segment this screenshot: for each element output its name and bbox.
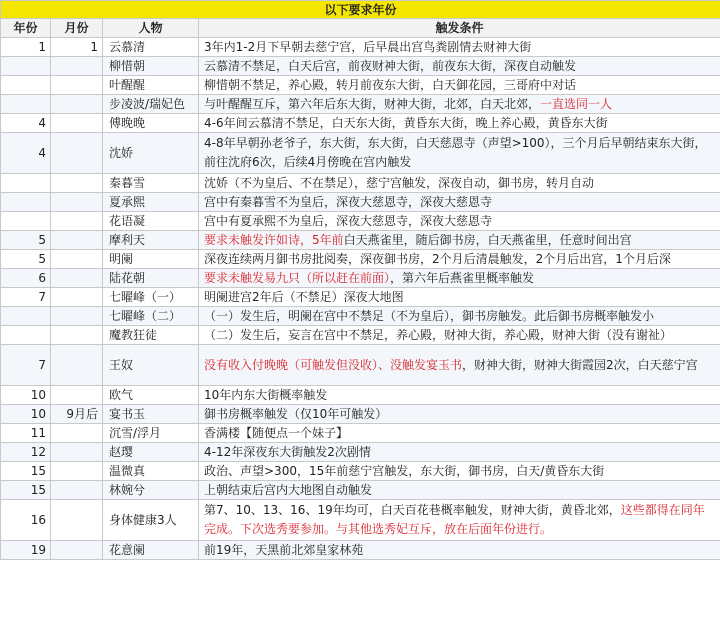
table-row — [1, 462, 720, 481]
row-condition — [199, 326, 720, 345]
row-year: 12 — [1, 443, 51, 462]
table-row — [1, 193, 720, 212]
row-year — [1, 57, 51, 76]
condition-text: 与叶醒醒互斥，第六年后东大街，财神大街，北郊，白天北郊， — [204, 97, 541, 111]
row-month — [51, 95, 103, 114]
condition-text: 第7、10、13、16、19年均可，白天百花巷概率触发，财神大街，黄昏北郊， — [204, 503, 621, 517]
row-character: 魔教狂徒 — [103, 326, 199, 345]
row-condition — [199, 500, 720, 541]
header-condition: 触发条件 — [199, 19, 720, 38]
table-row — [1, 326, 720, 345]
table-row — [1, 307, 720, 326]
condition-warning-text: 要求未触发许如诗，5年前 — [204, 233, 344, 247]
table-row — [1, 405, 720, 424]
row-character: 花语凝 — [103, 212, 199, 231]
row-month — [51, 386, 103, 405]
condition-text: 香满楼【随便点一个妹子】 — [204, 426, 349, 440]
table-row — [1, 288, 720, 307]
row-year: 10 — [1, 405, 51, 424]
row-year: 4 — [1, 114, 51, 133]
condition-text: 明阑进宫2年后（不禁足）深夜大地图 — [204, 290, 404, 304]
condition-text: 沈娇（不为皇后、不在禁足），慈宁宫触发，深夜自动，御书房，转月自动 — [204, 176, 595, 190]
row-month: 1 — [51, 38, 103, 57]
row-month — [51, 500, 103, 541]
table-row — [1, 133, 720, 174]
row-character: 沈娇 — [103, 133, 199, 174]
row-month — [51, 424, 103, 443]
condition-text: 政治、声望>300，15年前慈宁宫触发，东大街，御书房，白天/黄昏东大街 — [204, 464, 605, 478]
row-character: 明阑 — [103, 250, 199, 269]
condition-text: 白天燕雀里，随后御书房，白天燕雀里，任意时间出宫 — [343, 233, 632, 247]
row-character: 七曜峰（二） — [103, 307, 199, 326]
table-row — [1, 250, 720, 269]
row-character: 身体健康3人 — [103, 500, 199, 541]
row-year: 15 — [1, 481, 51, 500]
row-month — [51, 250, 103, 269]
row-condition — [199, 345, 720, 386]
row-character: 秦暮雪 — [103, 174, 199, 193]
row-year — [1, 326, 51, 345]
table-row — [1, 114, 720, 133]
condition-text: 宫中有夏承熙不为皇后，深夜大慈恩寺，深夜大慈恩寺 — [204, 214, 493, 228]
condition-text: 前19年，天黑前北郊皇家林苑 — [204, 543, 364, 557]
row-year: 15 — [1, 462, 51, 481]
row-month — [51, 462, 103, 481]
table-row — [1, 541, 720, 560]
row-year: 4 — [1, 133, 51, 174]
table-row — [1, 443, 720, 462]
table-row — [1, 212, 720, 231]
row-year: 1 — [1, 38, 51, 57]
condition-warning-text: 这些都得在同年完成。下次选秀要参加。与其他选秀妃互斥，放在后面年份进行。 — [204, 503, 705, 536]
row-condition — [199, 307, 720, 326]
table-row — [1, 269, 720, 288]
table-row — [1, 424, 720, 443]
row-character: 七曜峰（一） — [103, 288, 199, 307]
row-month — [51, 212, 103, 231]
table-row — [1, 76, 720, 95]
row-year: 5 — [1, 231, 51, 250]
condition-text: 柳惜朝不禁足，养心殿，转月前夜东大街，白天御花园，三哥府中对话 — [204, 78, 577, 92]
row-year: 6 — [1, 269, 51, 288]
row-character: 柳惜朝 — [103, 57, 199, 76]
row-character: 步凌波/瑞妃色 — [103, 95, 199, 114]
condition-warning-text: 没有收入付晚晚（可触发但没收）、没触发宴玉书 — [204, 357, 463, 372]
condition-warning-text: 要求未触发易九只（所以赶在前面） — [204, 271, 391, 285]
banner-title: 以下要求年份 — [1, 1, 720, 19]
row-year — [1, 174, 51, 193]
row-year — [1, 212, 51, 231]
row-condition — [199, 405, 720, 424]
condition-text: （二）发生后，妄言在宫中不禁足，养心殿，财神大街，养心殿，财神大街（没有谢祉） — [204, 328, 673, 342]
row-character: 欧气 — [103, 386, 199, 405]
table-row — [1, 57, 720, 76]
row-year — [1, 76, 51, 95]
banner-row — [1, 1, 720, 19]
row-character: 摩利天 — [103, 231, 199, 250]
row-month: 9月后 — [51, 405, 103, 424]
header-row — [1, 19, 720, 38]
condition-text: 4-6年间云慕清不禁足，白天东大街，黄昏东大街，晚上养心殿，黄昏东大街 — [204, 116, 608, 130]
table-row — [1, 38, 720, 57]
row-month — [51, 133, 103, 174]
row-year: 10 — [1, 386, 51, 405]
row-character: 林婉兮 — [103, 481, 199, 500]
row-month — [51, 541, 103, 560]
condition-text: ，财神大街，财神大街霞园2次，白天慈宁宫 — [462, 357, 698, 372]
row-condition — [199, 288, 720, 307]
row-month — [51, 443, 103, 462]
row-condition — [199, 76, 720, 95]
condition-warning-text: 一直选同一人 — [540, 97, 613, 111]
row-character: 温微真 — [103, 462, 199, 481]
table-row — [1, 231, 720, 250]
row-character: 王奴 — [103, 345, 199, 386]
row-month — [51, 345, 103, 386]
row-character: 陆花朝 — [103, 269, 199, 288]
row-character: 叶醒醒 — [103, 76, 199, 95]
row-condition — [199, 231, 720, 250]
row-month — [51, 307, 103, 326]
row-month — [51, 193, 103, 212]
row-character: 宴书玉 — [103, 405, 199, 424]
row-month — [51, 231, 103, 250]
row-year: 7 — [1, 345, 51, 386]
row-year: 19 — [1, 541, 51, 560]
condition-text: 深夜连续两月御书房批阅奏，深夜御书房，2个月后清晨触发，2个月后出宫，1个月后深 — [204, 252, 671, 266]
row-condition — [199, 212, 720, 231]
condition-text: 上朝结束后宫内大地图自动触发 — [204, 483, 373, 497]
condition-text: （一）发生后，明阑在宫中不禁足（不为皇后），御书房触发。此后御书房概率触发小 — [204, 309, 655, 323]
condition-text: 御书房概率触发（仅10年可触发） — [204, 407, 388, 421]
row-character: 花意阑 — [103, 541, 199, 560]
row-condition — [199, 541, 720, 560]
row-condition — [199, 174, 720, 193]
row-character: 赵璎 — [103, 443, 199, 462]
row-character: 傅晚晚 — [103, 114, 199, 133]
row-condition — [199, 57, 720, 76]
row-month — [51, 288, 103, 307]
header-year: 年份 — [1, 19, 51, 38]
row-condition — [199, 38, 720, 57]
row-condition — [199, 481, 720, 500]
header-character: 人物 — [103, 19, 199, 38]
header-month: 月份 — [51, 19, 103, 38]
row-year — [1, 307, 51, 326]
table-row — [1, 345, 720, 386]
condition-text: 4-12年深夜东大街触发2次剧情 — [204, 445, 371, 459]
table-row — [1, 481, 720, 500]
table-row — [1, 95, 720, 114]
row-character: 云慕清 — [103, 38, 199, 57]
condition-text: ，第六年后燕雀里概率触发 — [390, 271, 535, 285]
condition-text: 云慕清不禁足，白天后宫，前夜财神大街，前夜东大街，深夜自动触发 — [204, 59, 577, 73]
row-month — [51, 269, 103, 288]
row-condition — [199, 443, 720, 462]
row-condition — [199, 250, 720, 269]
row-month — [51, 57, 103, 76]
table-row — [1, 500, 720, 541]
row-condition — [199, 269, 720, 288]
row-month — [51, 326, 103, 345]
row-condition — [199, 133, 720, 174]
table-row — [1, 174, 720, 193]
row-character: 沉雪/浮月 — [103, 424, 199, 443]
row-month — [51, 481, 103, 500]
row-condition — [199, 424, 720, 443]
condition-text: 宫中有秦暮雪不为皇后，深夜大慈恩寺，深夜大慈恩寺 — [204, 195, 493, 209]
row-year: 11 — [1, 424, 51, 443]
row-character: 夏承熙 — [103, 193, 199, 212]
row-month — [51, 174, 103, 193]
condition-text: 3年内1-2月下早朝去慈宁宫，后早晨出宫鸟粪剧情去财神大街 — [204, 40, 532, 54]
row-condition — [199, 462, 720, 481]
row-year: 16 — [1, 500, 51, 541]
row-condition — [199, 386, 720, 405]
row-month — [51, 76, 103, 95]
row-condition — [199, 114, 720, 133]
row-year — [1, 193, 51, 212]
row-year: 5 — [1, 250, 51, 269]
table-row — [1, 386, 720, 405]
row-condition — [199, 95, 720, 114]
row-year — [1, 95, 51, 114]
condition-text: 10年内东大街概率触发 — [204, 388, 328, 402]
row-condition — [199, 193, 720, 212]
condition-text: 4-8年早朝孙老爷子，东大街，东大街，白天慈恩寺（声望>100），三个月后早朝结束东大街，前往沈府6次，后续4月傍晚在宫内触发 — [204, 136, 707, 169]
row-month — [51, 114, 103, 133]
row-year: 7 — [1, 288, 51, 307]
